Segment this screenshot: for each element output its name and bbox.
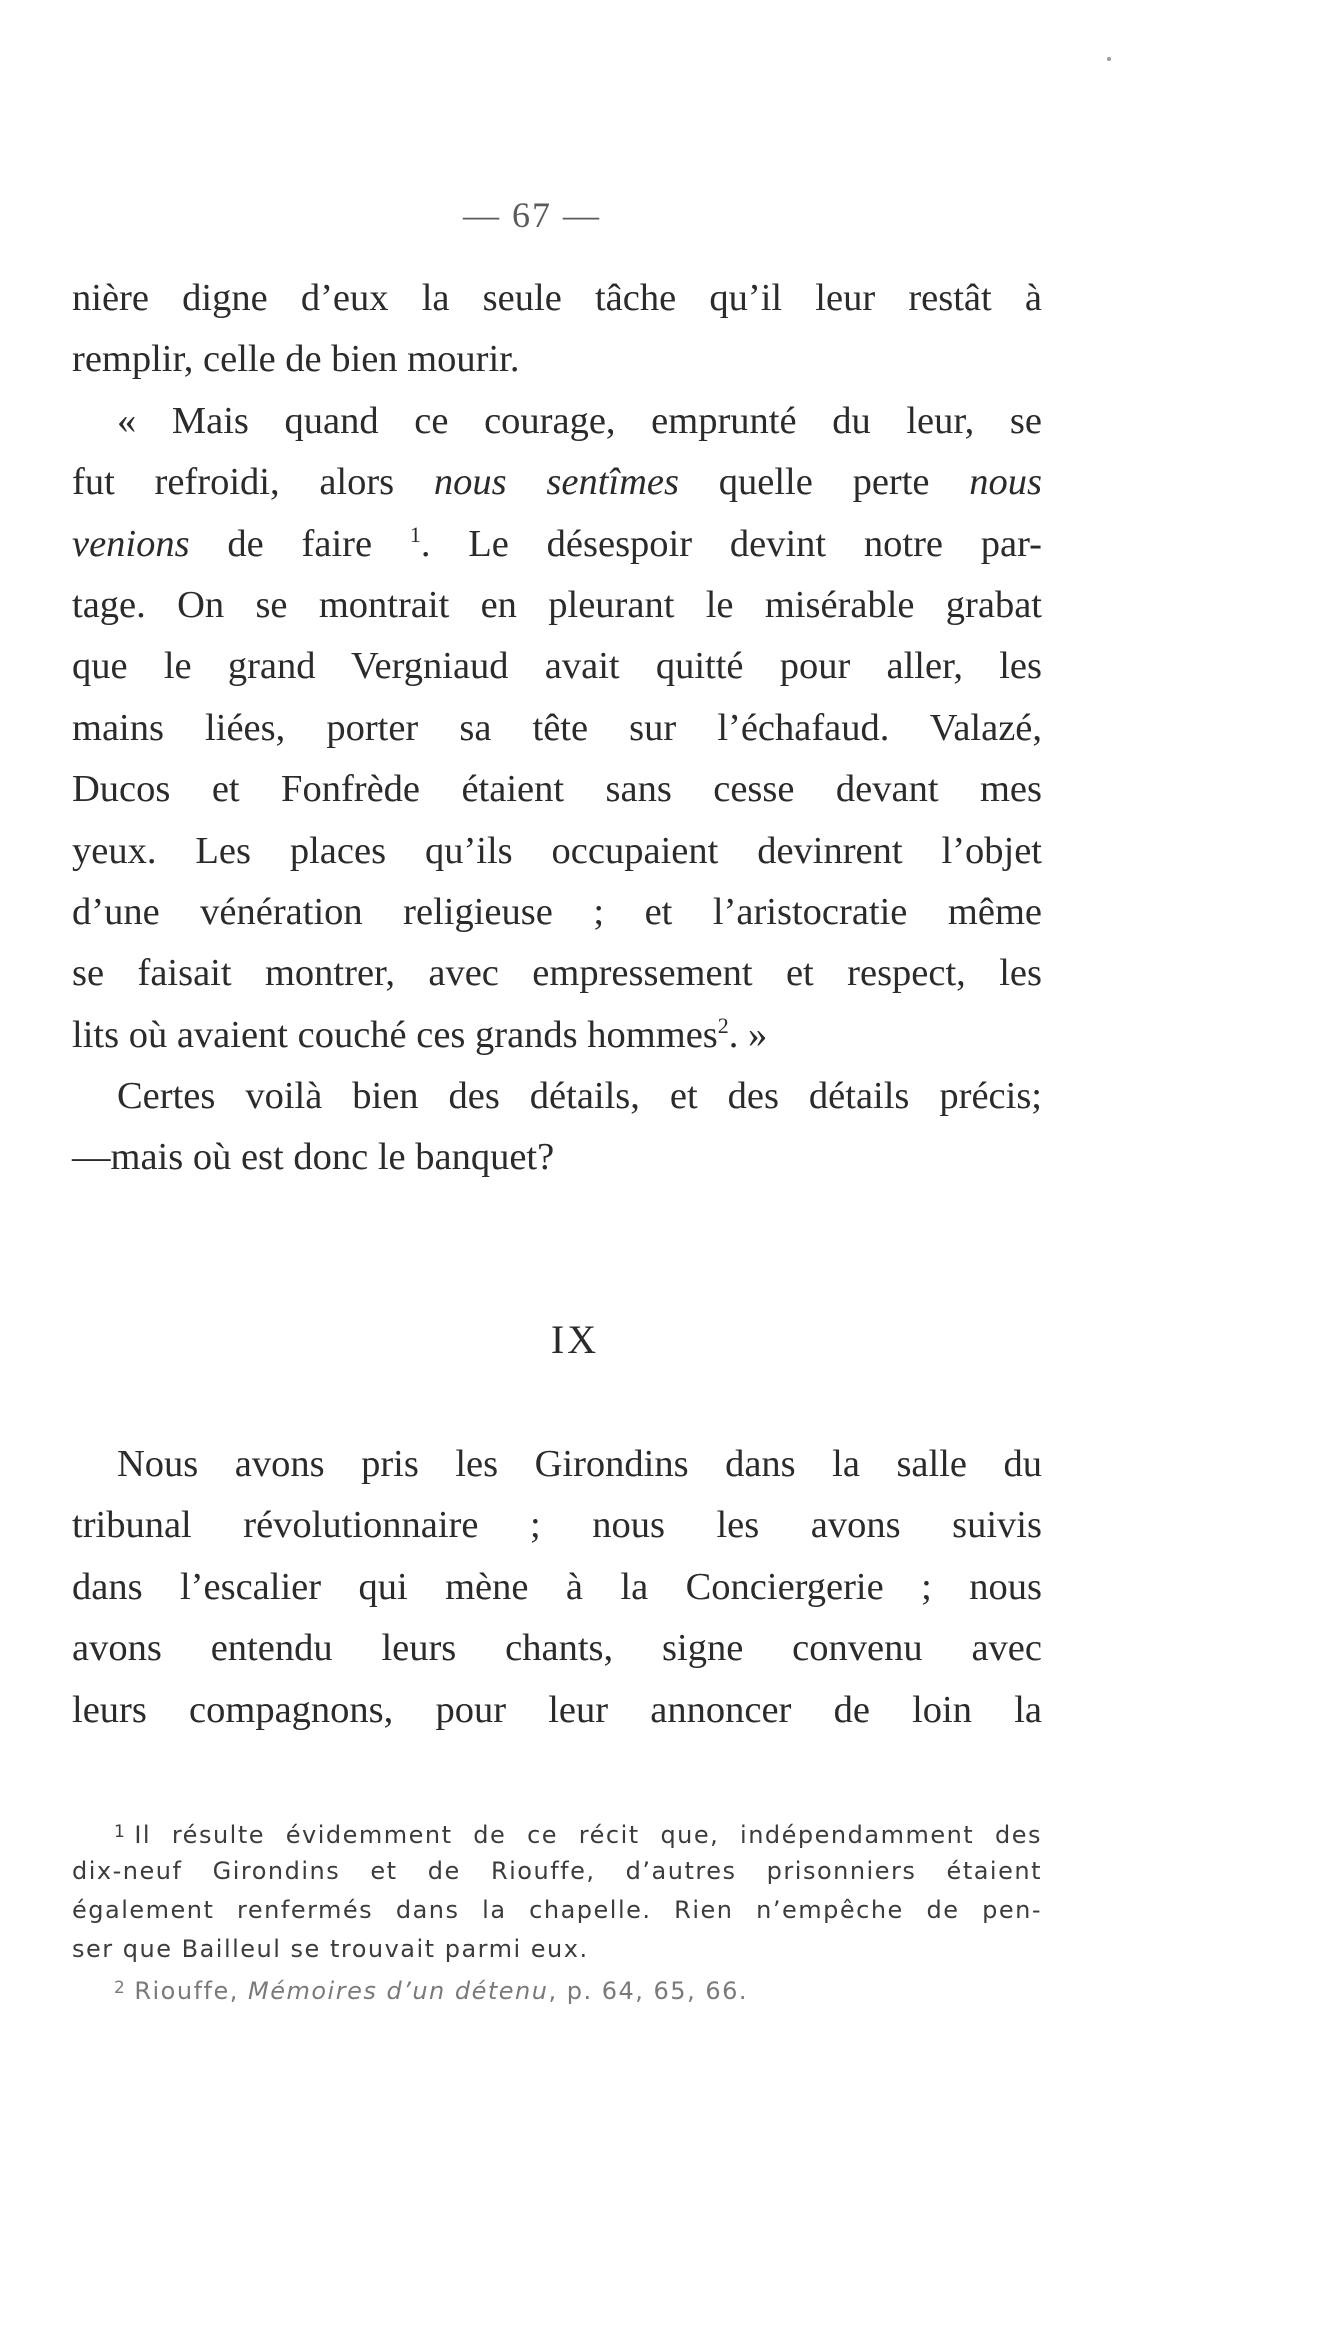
footnote-1	[72, 1813, 1042, 1852]
quote-line: que le grand Vergniaud avait quitté pour aller, les	[72, 645, 1042, 688]
quote-line	[72, 452, 1042, 513]
text-run: . »	[728, 1013, 768, 1056]
footnotes	[72, 1813, 1042, 2008]
footnote-line: également renfermés dans la chapelle. Rien n’empêche de pen-	[72, 1896, 1042, 1924]
footnote-text: , p. 64, 65, 66.	[548, 1977, 748, 2005]
quote-line: tage. On se montrait en pleurant le misérable grabat	[72, 583, 1042, 626]
text-line: —mais où est donc le banquet?	[72, 1136, 555, 1179]
footnote-marker: 1	[114, 1822, 127, 1842]
footnote-ref-1[interactable]: 1	[409, 521, 421, 547]
main-text-top	[72, 268, 1042, 1189]
text-line: avons entendu leurs chants, signe convenu avec	[72, 1627, 1042, 1670]
text-line: Certes voilà bien des détails, et des détails précis;	[117, 1075, 1042, 1118]
text-line: dans l’escalier qui mène à la Conciergerie ; nous	[72, 1565, 1042, 1608]
text-run: de faire	[189, 522, 410, 565]
text-line: remplir, celle de bien mourir.	[72, 338, 520, 381]
quote-line: se faisait montrer, avec empressement et respect, les	[72, 952, 1042, 995]
quote-line	[72, 1005, 1042, 1066]
italic-run: nous	[969, 461, 1042, 504]
italic-run: venions	[72, 522, 190, 565]
text-run: . Le désespoir devint notre par-	[420, 522, 1042, 565]
quote-line: Ducos et Fonfrède étaient sans cesse devant mes	[72, 768, 1042, 811]
footnote-marker: 2	[114, 1978, 127, 1998]
footnote-text: Il résulte évidemment de ce récit que, indépendamment des	[134, 1821, 1042, 1849]
text-run: lits où avaient couché ces grands hommes	[72, 1013, 718, 1056]
section-heading: IX	[550, 1317, 600, 1362]
page-number: — 67 —	[463, 195, 601, 235]
quote-line: yeux. Les places qu’ils occupaient devinrent l’objet	[72, 829, 1042, 872]
footnote-text: Riouffe,	[134, 1977, 248, 2005]
italic-run: nous sentîmes	[433, 461, 679, 504]
footnote-ref-2[interactable]: 2	[717, 1012, 729, 1038]
quote-line: « Mais quand ce courage, emprunté du leur, se	[117, 399, 1042, 442]
text-line: tribunal révolutionnaire ; nous les avons suivis	[72, 1504, 1042, 1547]
footnote-line: dix-neuf Girondins et de Riouffe, d’autres prisonniers étaient	[72, 1857, 1042, 1885]
quote-line	[72, 514, 1042, 575]
text-line: leurs compagnons, pour leur annoncer de loin la	[72, 1688, 1042, 1731]
footnote-line: ser que Bailleul se trouvait parmi eux.	[72, 1935, 589, 1963]
text-run: fut refroidi, alors	[72, 461, 434, 504]
quote-line: d’une vénération religieuse ; et l’aristocratie même	[72, 890, 1042, 933]
paper-speck	[1107, 57, 1111, 61]
text-line: Nous avons pris les Girondins dans la salle du	[117, 1443, 1042, 1485]
main-text-section	[72, 1434, 1042, 1741]
quote-line: mains liées, porter sa tête sur l’échafaud. Valazé,	[72, 706, 1042, 749]
footnote-2	[72, 1969, 1042, 2008]
footnote-italic: Mémoires d’un détenu	[248, 1977, 549, 2005]
text-run: quelle perte	[679, 461, 970, 504]
text-line: nière digne d’eux la seule tâche qu’il leur restât à	[72, 277, 1042, 319]
